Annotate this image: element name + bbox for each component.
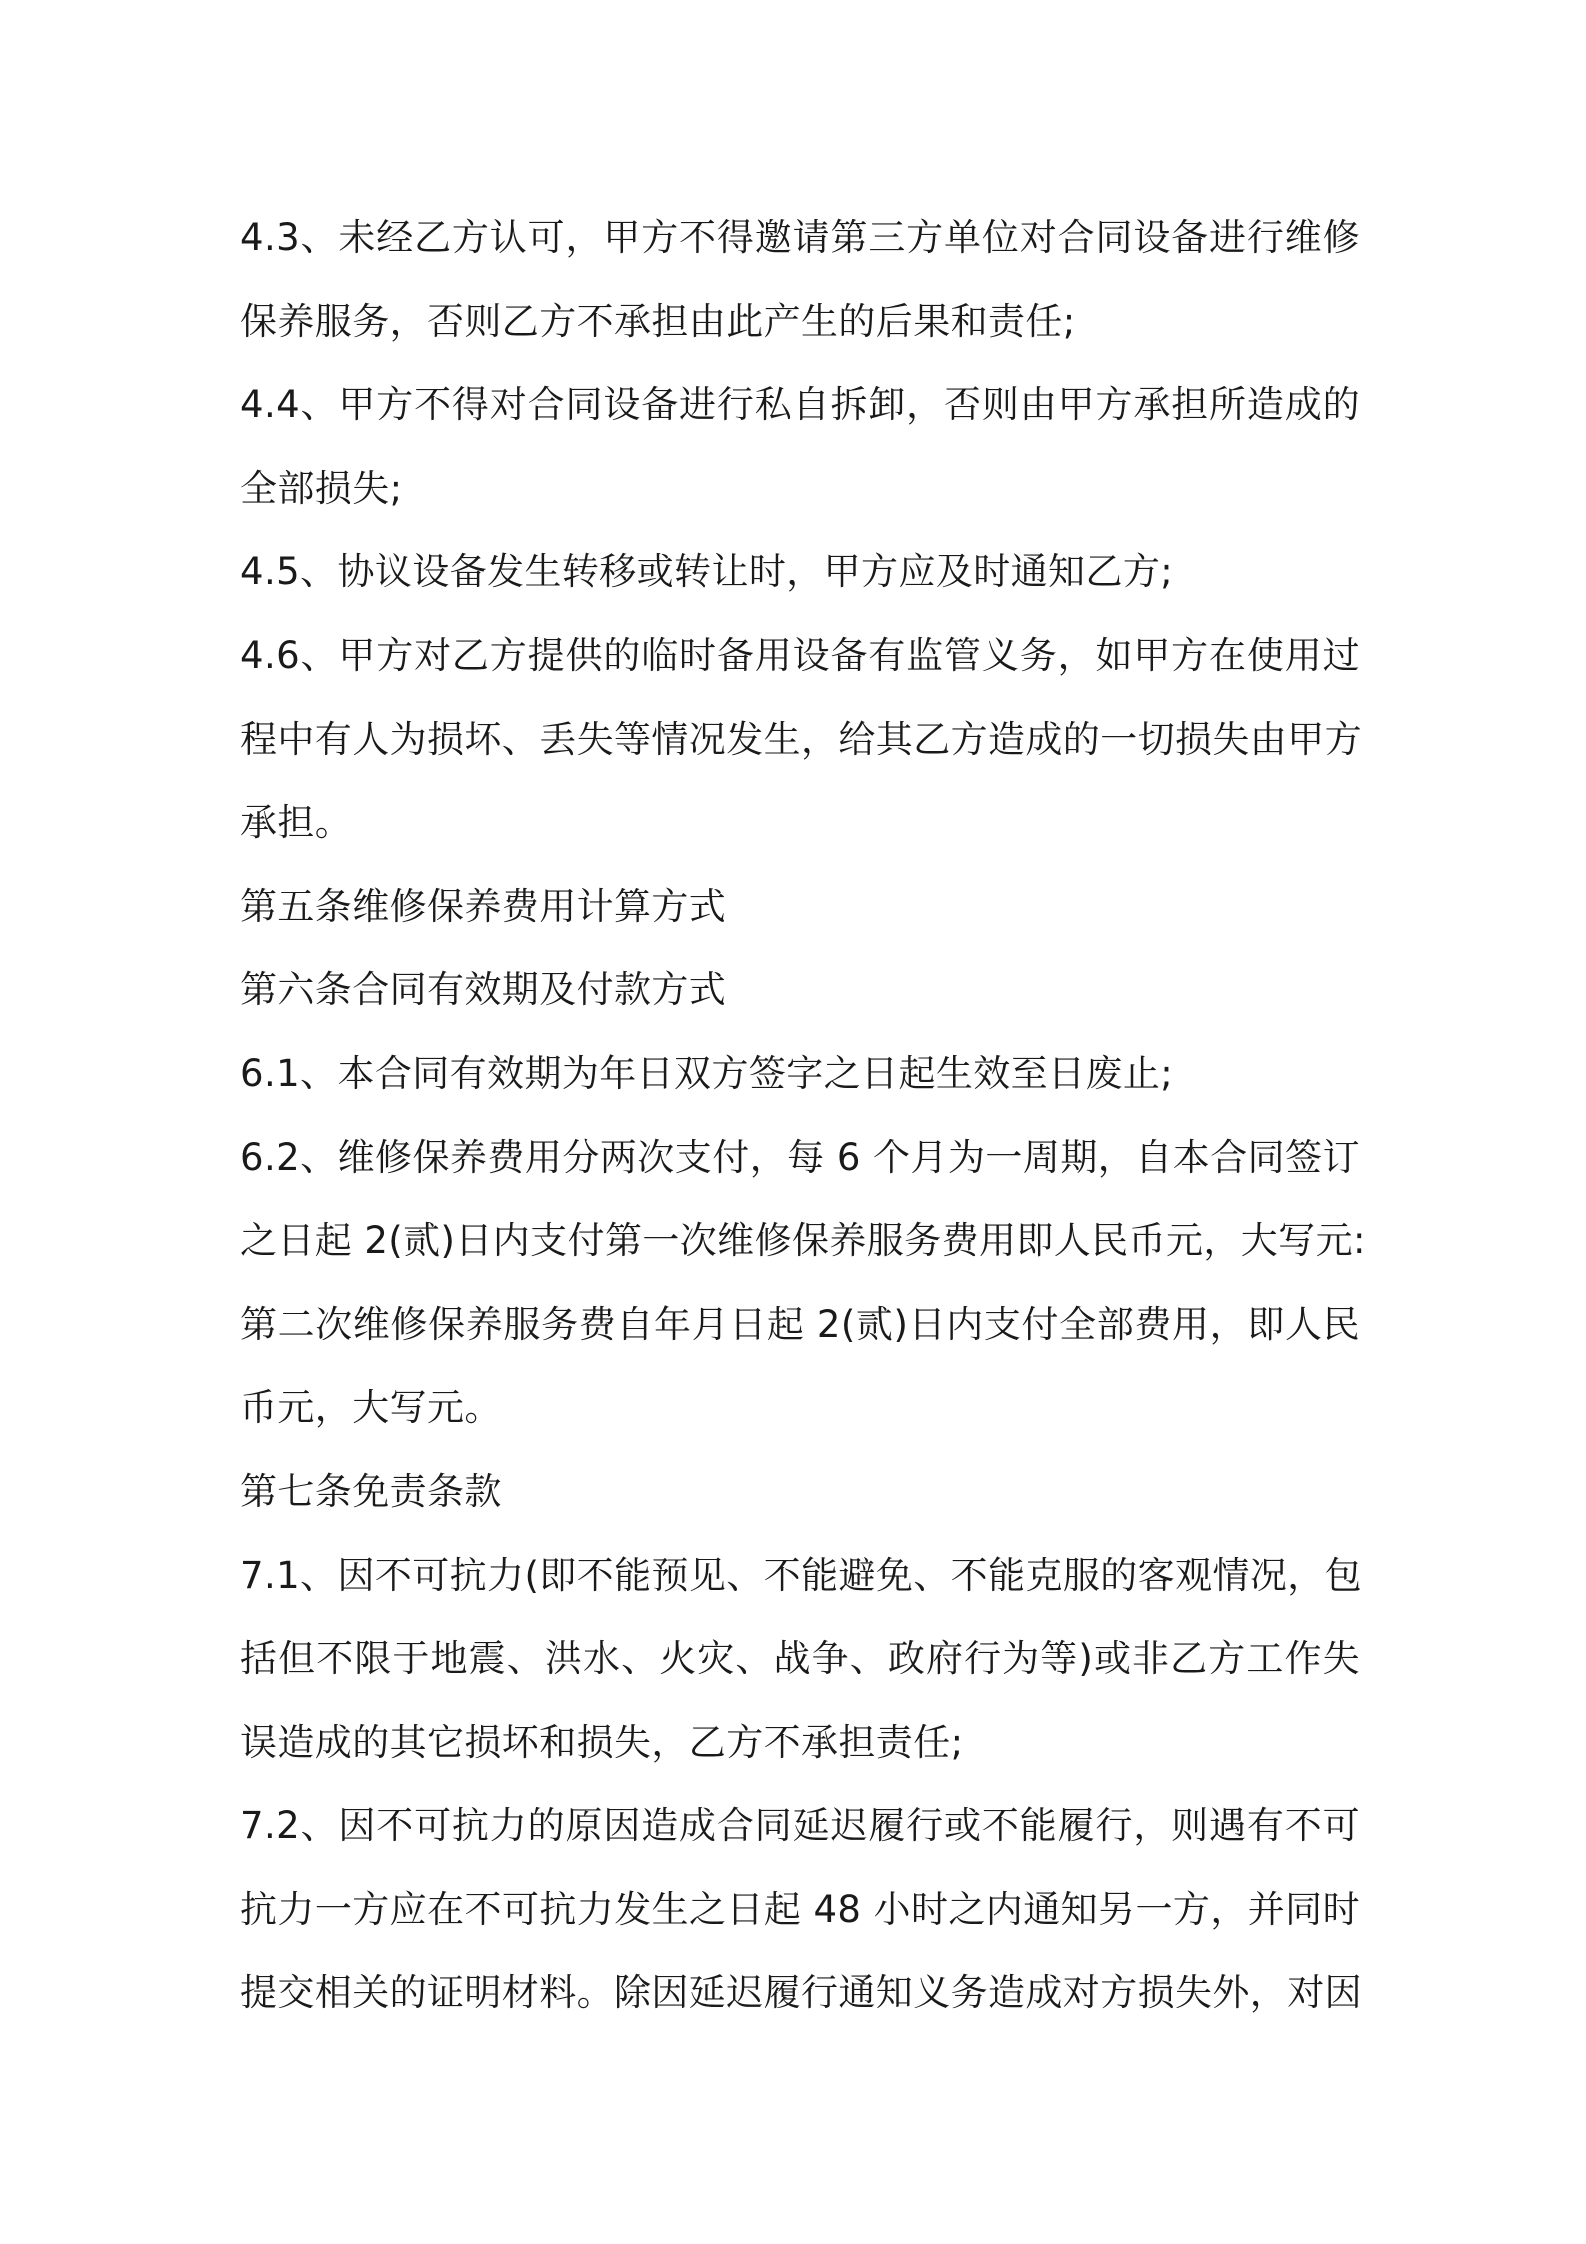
clause-7-2-line-2: 抗力一方应在不可抗力发生之日起 48 小时之内通知另一方，并同时: [240, 1887, 1360, 1931]
clause-6-2-line-1: 6.2、维修保养费用分两次支付，每 6 个月为一周期，自本合同签订: [240, 1135, 1360, 1179]
clause-4-5-line-1: 4.5、协议设备发生转移或转让时，甲方应及时通知乙方;: [240, 550, 1174, 594]
clause-7-1-line-2: 括但不限于地震、洪水、火灾、战争、政府行为等)或非乙方工作失: [240, 1637, 1360, 1681]
clause-7-2-line-1: 7.2、因不可抗力的原因造成合同延迟履行或不能履行，则遇有不可: [240, 1804, 1360, 1848]
article-6-heading: 第六条合同有效期及付款方式: [240, 968, 727, 1012]
clause-6-2-line-2: 之日起 2(贰)日内支付第一次维修保养服务费用即人民币元，大写元:: [240, 1219, 1366, 1263]
clause-4-6-line-2: 程中有人为损坏、丢失等情况发生，给其乙方造成的一切损失由甲方: [240, 717, 1362, 761]
clause-4-4-line-1: 4.4、甲方不得对合同设备进行私自拆卸，否则由甲方承担所造成的: [240, 383, 1360, 427]
clause-7-1-line-3: 误造成的其它损坏和损失，乙方不承担责任;: [240, 1720, 964, 1764]
clause-6-1-line-1: 6.1、本合同有效期为年日双方签字之日起生效至日废止;: [240, 1051, 1174, 1095]
clause-4-4-line-2: 全部损失;: [240, 466, 403, 510]
clause-6-2-line-3: 第二次维修保养服务费自年月日起 2(贰)日内支付全部费用，即人民: [240, 1302, 1360, 1346]
clause-7-2-line-3: 提交相关的证明材料。除因延迟履行通知义务造成对方损失外，对因: [240, 1971, 1362, 2015]
clause-4-6-line-3: 承担。: [240, 801, 353, 845]
document-body: [240, 196, 1366, 2035]
clause-4-3-line-2: 保养服务，否则乙方不承担由此产生的后果和责任;: [240, 299, 1076, 343]
clause-7-1-line-1: 7.1、因不可抗力(即不能预见、不能避免、不能克服的客观情况，包: [240, 1553, 1363, 1597]
clause-6-2-line-4: 币元，大写元。: [240, 1386, 502, 1430]
article-5-heading: 第五条维修保养费用计算方式: [240, 884, 727, 928]
clause-4-6-line-1: 4.6、甲方对乙方提供的临时备用设备有监管义务，如甲方在使用过: [240, 633, 1360, 677]
article-7-heading: 第七条免责条款: [240, 1469, 502, 1513]
clause-4-3-line-1: 4.3、未经乙方认可，甲方不得邀请第三方单位对合同设备进行维修: [240, 216, 1360, 259]
